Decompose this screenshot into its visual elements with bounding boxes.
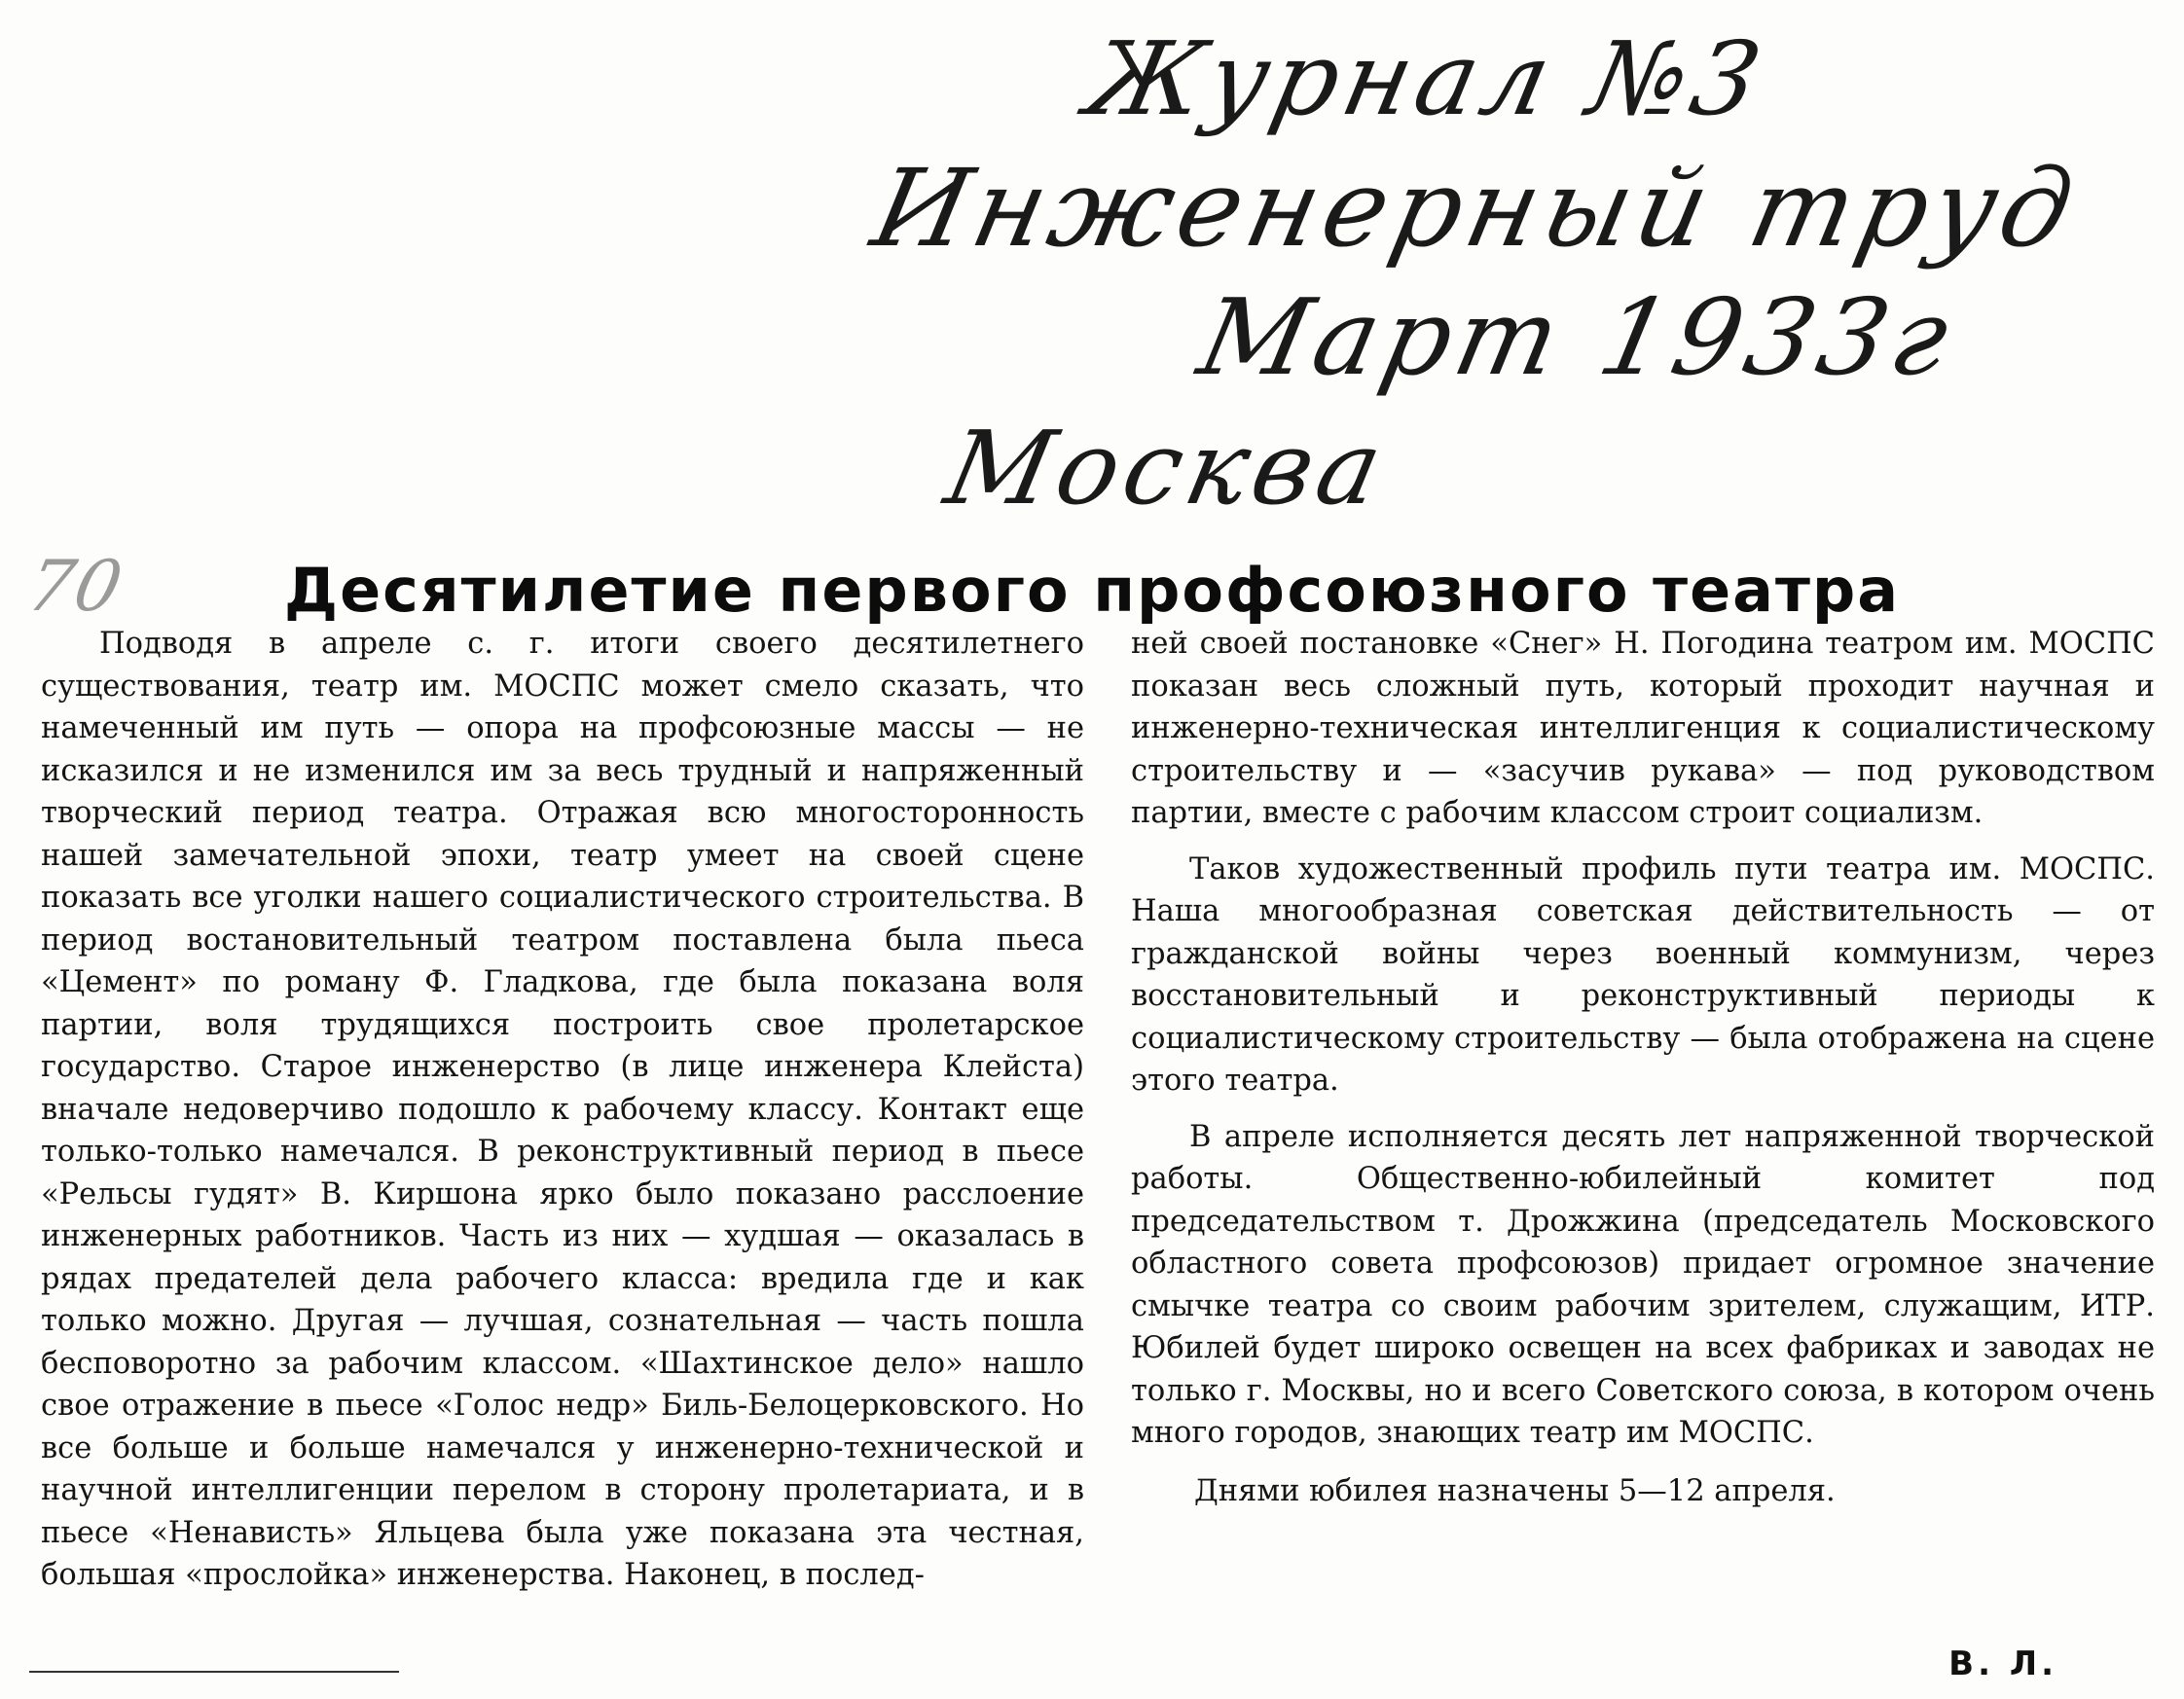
handwritten-date: Март 1933г: [1188, 277, 1965, 399]
margin-mark: 70: [20, 545, 131, 627]
handwritten-journal-number: Журнал №3: [1077, 19, 1777, 138]
author-signature: В. Л.: [1948, 1645, 2057, 1683]
article-title: Десятилетие первого профсоюзного театра: [283, 554, 1901, 626]
article-right-column: [1131, 623, 2155, 1512]
left-paragraph-1: Подводя в апреле с. г. итоги своего десятилетнего существования, театр им. МОСПС может смело сказать, что намеченный им путь — опора на профсоюзные массы — не исказился и не изменился им за весь трудный и напряженный творческий период театра. Отражая всю многосторонность нашей замечательной эпохи, театр умеет на своей сцене показать все уголки нашего социалистического строительства. В период востановительный театром поставлена была пьеса «Цемент» по роману Ф. Гладкова, где была показана воля партии, воля трудящихся построить свое пролетарское государство. Старое инженерство (в лице инженера Клейста) вначале недоверчиво подошло к рабочему классу. Контакт еще только-только намечался. В реконструктивный период в пьесе «Рельсы гудят» В. Киршона ярко было показано расслоение инженерных работников. Часть из них — худшая — оказалась в рядах предателей дела рабочего класса: вредила где и как только можно. Другая — лучшая, сознательная — часть пошла бесповоротно за рабочим классом. «Шахтинское дело» нашло свое отражение в пьесе «Голос недр» Биль-Белоцерковского. Но все больше и больше намечался у инженерно-технической и научной интеллигенции перелом в сторону пролетариата, и в пьесе «Ненависть» Яльцева была уже показана эта честная, большая «прослойка» инженерства. Наконец, в послед-: [41, 627, 1084, 1592]
handwritten-journal-name: Инженерный труд: [862, 146, 2090, 271]
right-paragraph-2: Таков художественный профиль пути театра им. МОСПС. Наша многообразная советская действительность — от гражданской войны через военный коммунизм, через восстановительный и реконструктивный периоды к социалистическому строительству — была отображена на сцене этого театра.: [1131, 851, 2155, 1098]
right-paragraph-3: В апреле исполняется десять лет напряженной творческой работы. Общественно-юбилейный комитет под председательством т. Дрожжина (председатель Московского областного совета профсоюзов) придает огромное значение смычке театра со своим рабочим зрителем, служащим, ИТР. Юбилей будет широко освещен на всех фабриках и заводах не только г. Москвы, но и всего Советского союза, в котором очень много городов, знающих театр им МОСПС.: [1131, 1119, 2155, 1450]
right-paragraph-1: ней своей постановке «Снег» Н. Погодина театром им. МОСПС показан весь сложный путь, который проходит научная и инженерно-техническая интеллигенция к социалистическому строительству и — «засучив рукава» — под руководством партии, вместе с рабочим классом строит социализм.: [1131, 627, 2155, 830]
article-left-column: [41, 623, 1084, 1597]
right-paragraph-4: Днями юбилея назначены 5—12 апреля.: [1194, 1473, 1836, 1508]
handwritten-city: Москва: [936, 409, 1398, 527]
pencil-underline: [29, 1671, 399, 1673]
